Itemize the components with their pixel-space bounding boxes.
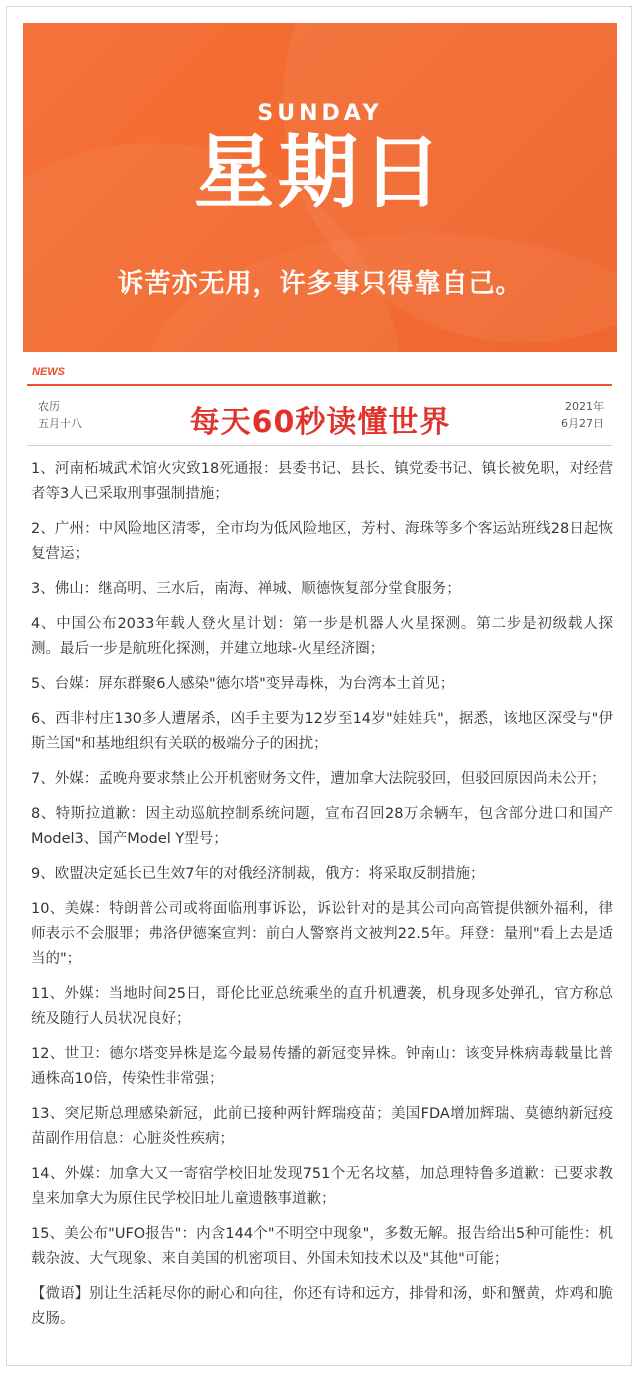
news-item: 11、外媒：当地时间25日，哥伦比亚总统乘坐的直升机遭袭，机身现多处弹孔，官方称总统及随行人员状况良好； xyxy=(31,986,613,1027)
news-item: 6、西非村庄130多人遭屠杀，凶手主要为12岁至14岁"娃娃兵"，据悉，该地区深受与"伊斯兰国"和基地组织有关联的极端分子的困扰； xyxy=(31,711,613,752)
news-item: 2、广州：中风险地区清零，全市均为低风险地区，芳村、海珠等多个客运站班线28日起恢复营运； xyxy=(31,521,613,562)
page-title: 每天60秒读懂世界 xyxy=(189,405,451,440)
news-item: 13、突尼斯总理感染新冠，此前已接种两针辉瑞疫苗；美国FDA增加辉瑞、莫德纳新冠疫苗副作用信息：心脏炎性疾病； xyxy=(31,1106,613,1147)
lunar-label: 农历 xyxy=(38,400,60,413)
news-label: NEWS xyxy=(32,366,65,378)
header-banner xyxy=(23,23,617,352)
divider-top xyxy=(27,384,612,386)
weekday-title: 星期日 xyxy=(194,126,446,219)
news-item: 5、台媒：屏东群聚6人感染"德尔塔"变异毒株，为台湾本土首见； xyxy=(31,676,455,692)
divider-bottom xyxy=(27,445,612,446)
news-item: 12、世卫：德尔塔变异株是迄今最易传播的新冠变异株。钟南山：该变异株病毒载量比普通株高10倍，传染性非常强； xyxy=(31,1046,613,1087)
news-item: 9、欧盟决定延长已生效7年的对俄经济制裁，俄方：将采取反制措施； xyxy=(31,866,485,882)
news-item: 10、美媒：特朗普公司或将面临刑事诉讼，诉讼针对的是其公司向高管提供额外福利，律师表示不会服罪；弗洛伊德案宣判：前白人警察肖文被判22.5年。拜登：量刑"看上去是适当的"； xyxy=(31,901,613,967)
news-item: 15、美公布"UFO报告"：内含144个"不明空中现象"，多数无解。报告给出5种可能性：机载杂波、大气现象、来自美国的机密项目、外国未知技术以及"其他"可能； xyxy=(31,1226,613,1267)
daily-quote: 【微语】别让生活耗尽你的耐心和向往，你还有诗和远方，排骨和汤，虾和蟹黄，炸鸡和脆皮肠。 xyxy=(31,1286,613,1327)
gregorian-date xyxy=(561,398,604,432)
lunar-day: 五月十八 xyxy=(38,417,82,430)
english-day: SUNDAY xyxy=(257,101,383,126)
news-item: 1、河南柘城武术馆火灾致18死通报：县委书记、县长、镇党委书记、镇长被免职，对经营者等3人已采取刑事强制措施； xyxy=(31,461,613,502)
daily-motto: 诉苦亦无用，许多事只得靠自己。 xyxy=(117,269,523,299)
date-month-day: 6月27日 xyxy=(561,417,604,430)
news-item: 4、中国公布2033年载人登火星计划：第一步是机器人火星探测。第二步是初级载人探测。最后一步是航班化探测，并建立地球-火星经济圈； xyxy=(31,616,613,657)
news-item: 3、佛山：继高明、三水后，南海、禅城、顺德恢复部分堂食服务； xyxy=(31,581,461,597)
news-item: 14、外媒：加拿大又一寄宿学校旧址发现751个无名坟墓，加总理特鲁多道歉：已要求教皇来加拿大为原住民学校旧址儿童遗骸事道歉； xyxy=(31,1166,613,1207)
news-item: 7、外媒：孟晚舟要求禁止公开机密财务文件，遭加拿大法院驳回，但驳回原因尚未公开； xyxy=(31,771,606,787)
news-item: 8、特斯拉道歉：因主动巡航控制系统问题，宣布召回28万余辆车，包含部分进口和国产Model3、国产Model Y型号； xyxy=(31,806,613,847)
news-list xyxy=(31,457,613,1342)
date-year: 2021年 xyxy=(565,400,604,413)
